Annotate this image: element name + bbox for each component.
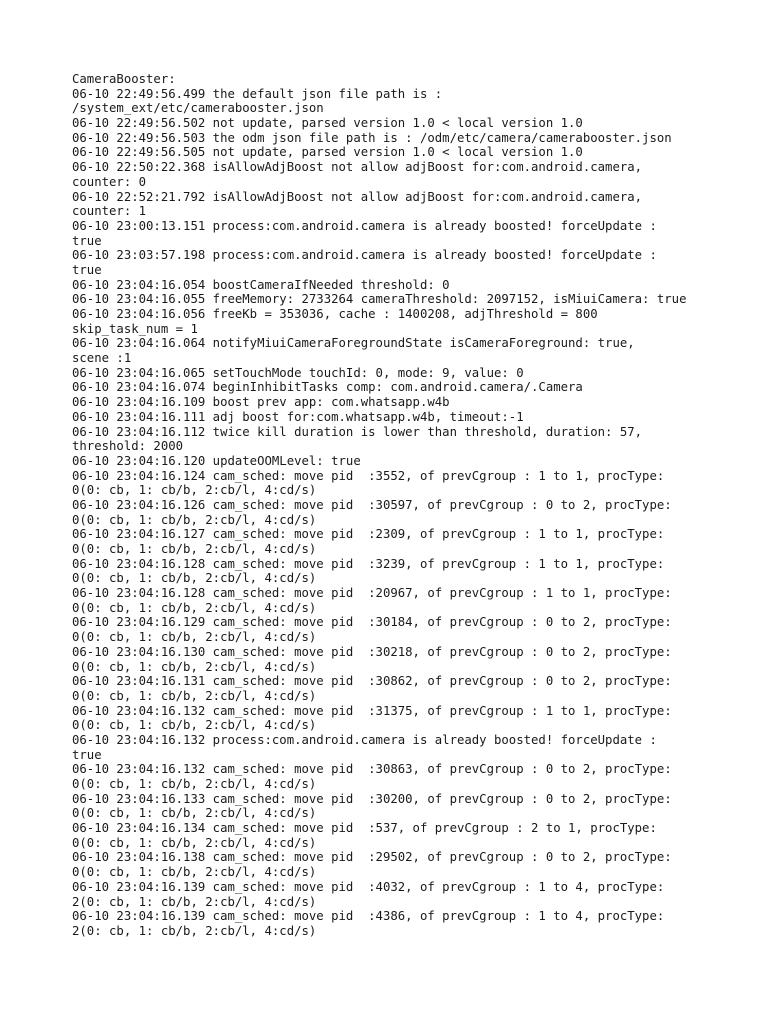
log-line: 0(0: cb, 1: cb/b, 2:cb/l, 4:cd/s) (72, 718, 317, 733)
log-line: 0(0: cb, 1: cb/b, 2:cb/l, 4:cd/s) (72, 865, 317, 880)
log-line: 06-10 23:04:16.112 twice kill duration is lower than threshold, duration: 57, (72, 424, 643, 439)
log-line: 06-10 23:04:16.111 adj boost for:com.whatsapp.w4b, timeout:-1 (72, 409, 524, 424)
log-line: 0(0: cb, 1: cb/b, 2:cb/l, 4:cd/s) (72, 542, 317, 556)
log-line: 06-10 23:04:16.056 freeKb = 353036, cache : 1400208, adjThreshold = 800 (72, 307, 598, 321)
log-line: 0(0: cb, 1: cb/b, 2:cb/l, 4:cd/s) (72, 600, 317, 615)
log-line: 06-10 23:04:16.138 cam_sched: move pid :29502, of prevCgroup : 0 to 2, procType: (72, 850, 672, 865)
log-text-block (72, 72, 712, 939)
log-line: 2(0: cb, 1: cb/b, 2:cb/l, 4:cd/s) (72, 923, 317, 938)
log-line: 06-10 23:04:16.065 setTouchMode touchId: 0, mode: 9, value: 0 (72, 365, 524, 380)
log-line: 06-10 23:04:16.074 beginInhibitTasks comp: com.android.camera/.Camera (72, 380, 583, 395)
log-line: true (72, 233, 102, 248)
log-line: 06-10 23:04:16.055 freeMemory: 2733264 cameraThreshold: 2097152, isMiuiCamera: true (72, 292, 687, 307)
log-line: 06-10 23:04:16.132 cam_sched: move pid :31375, of prevCgroup : 1 to 1, procType: (72, 703, 672, 718)
log-line: true (72, 747, 102, 762)
log-line: 06-10 22:50:22.368 isAllowAdjBoost not allow adjBoost for:com.android.camera, (72, 160, 643, 175)
log-line: 06-10 23:04:16.132 process:com.android.camera is already boosted! forceUpdate : (72, 732, 657, 747)
log-line: 0(0: cb, 1: cb/b, 2:cb/l, 4:cd/s) (72, 777, 317, 791)
log-line: 0(0: cb, 1: cb/b, 2:cb/l, 4:cd/s) (72, 512, 317, 527)
log-line: 0(0: cb, 1: cb/b, 2:cb/l, 4:cd/s) (72, 659, 317, 674)
log-line: 0(0: cb, 1: cb/b, 2:cb/l, 4:cd/s) (72, 571, 317, 586)
log-line: 06-10 23:04:16.130 cam_sched: move pid :30218, of prevCgroup : 0 to 2, procType: (72, 644, 672, 659)
log-line: 06-10 23:00:13.151 process:com.android.camera is already boosted! forceUpdate : (72, 218, 657, 233)
log-line: scene :1 (72, 351, 132, 366)
log-line: skip_task_num = 1 (72, 321, 198, 336)
log-line: 06-10 23:04:16.120 updateOOMLevel: true (72, 453, 361, 468)
log-line: 06-10 23:04:16.126 cam_sched: move pid :30597, of prevCgroup : 0 to 2, procType: (72, 497, 672, 512)
log-line: 06-10 23:04:16.129 cam_sched: move pid :30184, of prevCgroup : 0 to 2, procType: (72, 615, 672, 630)
log-line: 06-10 23:04:16.131 cam_sched: move pid :30862, of prevCgroup : 0 to 2, procType: (72, 674, 672, 689)
log-line: 0(0: cb, 1: cb/b, 2:cb/l, 4:cd/s) (72, 806, 317, 821)
log-line: 06-10 23:04:16.064 notifyMiuiCameraForegroundState isCameraForeground: true, (72, 336, 635, 351)
log-line: 06-10 23:04:16.128 cam_sched: move pid :3239, of prevCgroup : 1 to 1, procType: (72, 556, 665, 571)
log-line: true (72, 262, 102, 277)
log-line: 06-10 23:04:16.132 cam_sched: move pid :30863, of prevCgroup : 0 to 2, procType: (72, 762, 672, 777)
log-line: 06-10 22:49:56.503 the odm json file path is : /odm/etc/camera/camerabooster.json (72, 130, 672, 145)
log-line: 06-10 23:03:57.198 process:com.android.camera is already boosted! forceUpdate : (72, 248, 657, 263)
log-line: 0(0: cb, 1: cb/b, 2:cb/l, 4:cd/s) (72, 483, 317, 498)
log-line: 06-10 22:49:56.499 the default json file path is : (72, 86, 443, 101)
log-line: 06-10 23:04:16.109 boost prev app: com.whatsapp.w4b (72, 395, 450, 410)
log-line: 06-10 23:04:16.139 cam_sched: move pid :4386, of prevCgroup : 1 to 4, procType: (72, 909, 665, 924)
log-line: /system_ext/etc/camerabooster.json (72, 101, 324, 116)
log-line: 2(0: cb, 1: cb/b, 2:cb/l, 4:cd/s) (72, 894, 317, 909)
log-line: 0(0: cb, 1: cb/b, 2:cb/l, 4:cd/s) (72, 630, 317, 645)
log-line: 06-10 23:04:16.054 boostCameraIfNeeded threshold: 0 (72, 277, 450, 292)
log-line: 0(0: cb, 1: cb/b, 2:cb/l, 4:cd/s) (72, 835, 317, 850)
log-line: 06-10 23:04:16.128 cam_sched: move pid :20967, of prevCgroup : 1 to 1, procType: (72, 586, 672, 601)
log-line: threshold: 2000 (72, 439, 184, 454)
log-line: counter: 1 (72, 204, 147, 219)
log-line: 06-10 23:04:16.139 cam_sched: move pid :4032, of prevCgroup : 1 to 4, procType: (72, 879, 665, 894)
log-line: counter: 0 (72, 174, 147, 189)
log-line: CameraBooster: (72, 72, 176, 86)
log-line: 06-10 23:04:16.124 cam_sched: move pid :3552, of prevCgroup : 1 to 1, procType: (72, 468, 665, 483)
log-line: 06-10 22:52:21.792 isAllowAdjBoost not allow adjBoost for:com.android.camera, (72, 189, 643, 204)
log-line: 06-10 22:49:56.505 not update, parsed version 1.0 < local version 1.0 (72, 145, 583, 160)
log-line: 06-10 22:49:56.502 not update, parsed version 1.0 < local version 1.0 (72, 116, 583, 131)
log-line: 06-10 23:04:16.127 cam_sched: move pid :2309, of prevCgroup : 1 to 1, procType: (72, 527, 665, 542)
log-line: 06-10 23:04:16.134 cam_sched: move pid :537, of prevCgroup : 2 to 1, procType: (72, 821, 657, 836)
log-line: 06-10 23:04:16.133 cam_sched: move pid :30200, of prevCgroup : 0 to 2, procType: (72, 791, 672, 806)
log-line: 0(0: cb, 1: cb/b, 2:cb/l, 4:cd/s) (72, 688, 317, 703)
